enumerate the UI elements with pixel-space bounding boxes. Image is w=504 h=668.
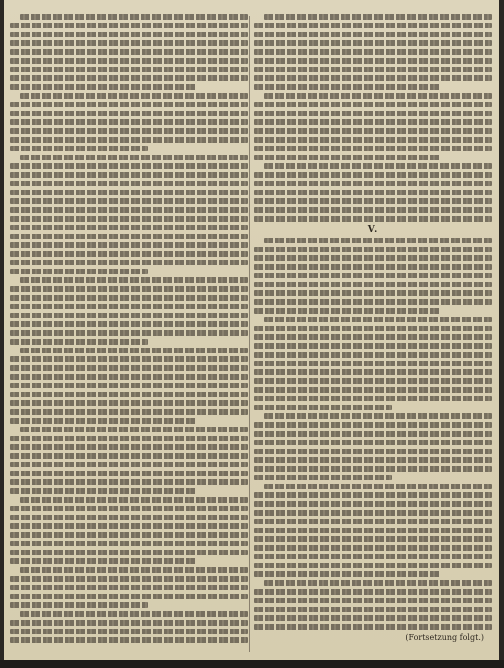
text-line	[10, 594, 248, 600]
text-line	[254, 571, 440, 577]
text-line	[254, 290, 492, 296]
text-line	[10, 313, 248, 319]
text-line	[264, 580, 492, 586]
section-heading: V.	[367, 224, 379, 235]
text-line	[10, 365, 248, 371]
text-line	[254, 343, 492, 349]
text-line	[20, 348, 248, 354]
text-line	[254, 128, 492, 134]
text-line	[254, 466, 492, 472]
text-line	[254, 440, 492, 446]
text-line	[10, 321, 248, 327]
text-line	[10, 207, 248, 213]
text-line	[10, 137, 248, 143]
text-line	[10, 295, 248, 301]
text-line	[10, 146, 148, 152]
text-line	[10, 269, 148, 275]
text-line	[254, 387, 492, 393]
text-line	[10, 374, 248, 380]
text-line	[254, 181, 492, 187]
text-line	[254, 607, 492, 613]
text-line	[254, 563, 492, 569]
text-line	[254, 378, 492, 384]
text-line	[10, 339, 148, 345]
text-line	[20, 155, 248, 161]
text-line	[254, 554, 492, 560]
text-line	[10, 576, 248, 582]
text-line	[10, 304, 248, 310]
text-line	[254, 216, 492, 222]
text-line	[264, 238, 492, 244]
text-line	[254, 190, 492, 196]
text-line	[254, 545, 492, 551]
text-line	[10, 488, 196, 494]
text-line	[10, 225, 248, 231]
text-line	[254, 84, 440, 90]
text-line	[10, 506, 248, 512]
text-line	[10, 67, 248, 73]
text-line	[10, 84, 196, 90]
text-line	[254, 501, 492, 507]
continuation-note: (Fortsetzung folgt.)	[405, 632, 484, 642]
text-line	[254, 282, 492, 288]
text-line	[10, 330, 248, 336]
text-line	[254, 119, 492, 125]
text-line	[254, 519, 492, 525]
text-line	[254, 273, 492, 279]
text-line	[254, 369, 492, 375]
text-line	[254, 326, 492, 332]
text-line	[10, 234, 248, 240]
text-line	[10, 216, 248, 222]
text-line	[10, 198, 248, 204]
text-line	[10, 128, 248, 134]
text-line	[254, 598, 492, 604]
text-line	[254, 207, 492, 213]
text-line	[20, 277, 248, 283]
text-line	[264, 484, 492, 490]
text-line	[254, 75, 492, 81]
text-line	[20, 427, 248, 433]
text-line	[10, 75, 248, 81]
text-line	[10, 286, 248, 292]
text-line	[10, 119, 248, 125]
text-line	[10, 637, 248, 643]
text-line	[10, 32, 248, 38]
text-line	[254, 422, 492, 428]
text-line	[10, 629, 248, 635]
text-line	[10, 400, 248, 406]
text-line	[254, 589, 492, 595]
text-line	[254, 155, 440, 161]
text-line	[20, 93, 248, 99]
text-line	[10, 523, 248, 529]
text-line	[264, 413, 492, 419]
text-line	[254, 510, 492, 516]
text-line	[254, 58, 492, 64]
text-line	[254, 396, 492, 402]
text-line	[10, 418, 196, 424]
text-line	[10, 471, 248, 477]
text-line	[10, 251, 248, 257]
text-line	[254, 528, 492, 534]
text-line	[254, 449, 492, 455]
text-line	[10, 23, 248, 29]
text-line	[10, 550, 248, 556]
column-divider	[249, 16, 250, 652]
text-line	[254, 431, 492, 437]
text-line	[10, 111, 248, 117]
text-line	[10, 190, 248, 196]
text-line	[254, 32, 492, 38]
text-line	[10, 260, 248, 266]
text-line	[10, 453, 248, 459]
text-line	[254, 615, 492, 621]
text-line	[20, 567, 248, 573]
text-line	[254, 475, 392, 481]
text-line	[20, 611, 248, 617]
text-line	[254, 49, 492, 55]
text-line	[10, 163, 248, 169]
text-line	[254, 405, 392, 411]
text-line	[20, 14, 248, 20]
text-line	[20, 497, 248, 503]
text-line	[254, 172, 492, 178]
text-line	[254, 111, 492, 117]
text-line	[254, 361, 492, 367]
text-line	[264, 163, 492, 169]
text-line	[10, 462, 248, 468]
text-line	[10, 409, 248, 415]
text-line	[254, 146, 492, 152]
text-line	[10, 479, 248, 485]
left-column	[10, 14, 248, 654]
text-line	[10, 102, 248, 108]
text-line	[10, 558, 196, 564]
text-line	[254, 67, 492, 73]
text-line	[10, 383, 248, 389]
text-line	[10, 602, 148, 608]
text-line	[254, 255, 492, 261]
text-line	[254, 308, 440, 314]
text-line	[10, 356, 248, 362]
text-line	[254, 198, 492, 204]
text-line	[10, 242, 248, 248]
text-line	[254, 457, 492, 463]
text-line	[254, 624, 492, 630]
text-line	[10, 49, 248, 55]
text-line	[254, 536, 492, 542]
scan-edge-right	[499, 0, 504, 668]
text-line	[254, 23, 492, 29]
text-line	[254, 334, 492, 340]
text-line	[10, 181, 248, 187]
text-line	[10, 620, 248, 626]
text-line	[10, 585, 248, 591]
text-line	[264, 93, 492, 99]
text-line	[10, 172, 248, 178]
scan-edge-left	[0, 0, 4, 668]
text-line	[264, 317, 492, 323]
text-line	[10, 532, 248, 538]
scan-edge-bottom	[0, 660, 504, 668]
text-line	[254, 102, 492, 108]
text-line	[254, 247, 492, 253]
text-line	[254, 299, 492, 305]
right-column	[254, 14, 492, 654]
text-line	[254, 40, 492, 46]
text-line	[10, 436, 248, 442]
text-line	[254, 352, 492, 358]
text-line	[10, 40, 248, 46]
text-line	[254, 492, 492, 498]
text-line	[10, 444, 248, 450]
text-line	[254, 264, 492, 270]
text-line	[10, 392, 248, 398]
text-line	[10, 541, 248, 547]
text-line	[254, 137, 492, 143]
text-line	[10, 58, 248, 64]
text-line	[264, 14, 492, 20]
text-line	[10, 515, 248, 521]
